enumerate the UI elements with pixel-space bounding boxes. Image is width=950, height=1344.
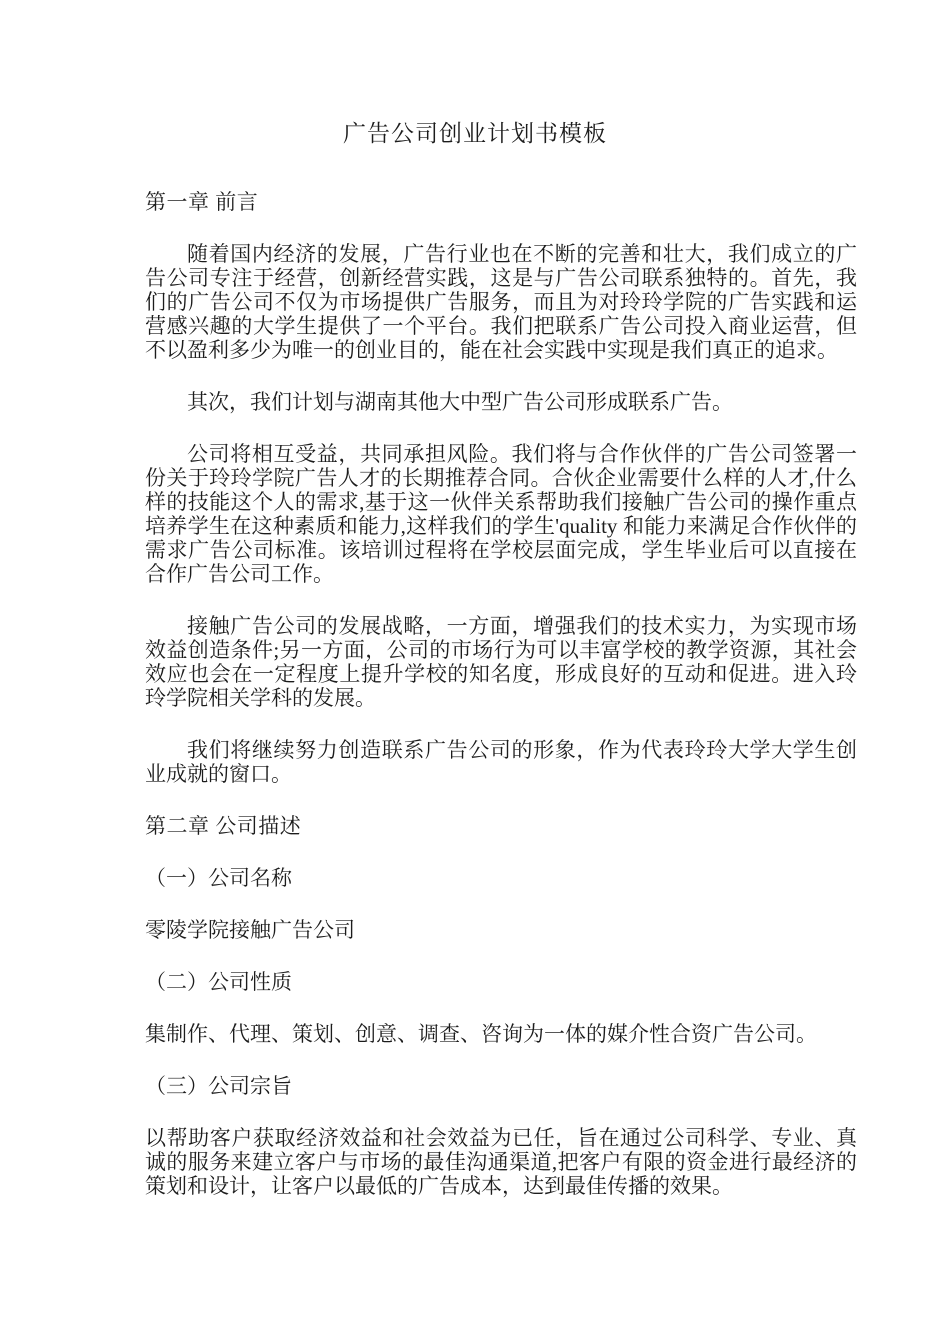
- chapter1-paragraph-1: 随着国内经济的发展，广告行业也在不断的完善和壮大，我们成立的广告公司专注于经营，创新经营实践，这是与广告公司联系独特的。首先，我们的广告公司不仅为市场提供广告服务，而且为对玲玲学院的广告实践和运营感兴趣的大学生提供了一个平台。我们把联系广告公司投入商业运营，但不以盈利多少为唯一的创业目的，能在社会实践中实现是我们真正的追求。: [145, 242, 857, 362]
- chapter1-paragraph-2: 其次，我们计划与湖南其他大中型广告公司形成联系广告。: [187, 390, 733, 414]
- chapter2-item2-label: （二）公司性质: [145, 970, 292, 994]
- company-mission: 以帮助客户获取经济效益和社会效益为已任，旨在通过公司科学、专业、真诚的服务来建立客户与市场的最佳沟通渠道,把客户有限的资金进行最经济的策划和设计，让客户以最低的广告成本，达到最佳传播的效果。: [145, 1126, 857, 1198]
- chapter1-paragraph-3: 公司将相互受益，共同承担风险。我们将与合作伙伴的广告公司签署一份关于玲玲学院广告人才的长期推荐合同。合伙企业需要什么样的人才,什么样的技能这个人的需求,基于这一伙伴关系帮助我们接触广告公司的操作重点培养学生在这种素质和能力,这样我们的学生'quality 和能力来满足合作伙伴的需求广告公司标准。该培训过程将在学校层面完成，学生毕业后可以直接在合作广告公司工作。: [145, 442, 857, 586]
- chapter2-item3-label: （三）公司宗旨: [145, 1074, 292, 1098]
- chapter2-heading: 第二章 公司描述: [145, 814, 302, 838]
- chapter2-item1-label: （一）公司名称: [145, 866, 292, 890]
- company-name: 零陵学院接触广告公司: [145, 918, 355, 942]
- chapter1-heading: 第一章 前言: [145, 190, 259, 214]
- page-title: 广告公司创业计划书模板: [343, 121, 607, 146]
- chapter1-paragraph-4: 接触广告公司的发展战略，一方面，增强我们的技术实力，为实现市场效益创造条件;另一方面，公司的市场行为可以丰富学校的教学资源，其社会效应也会在一定程度上提升学校的知名度，形成良好的互动和促进。进入玲玲学院相关学科的发展。: [145, 614, 857, 710]
- company-nature: 集制作、代理、策划、创意、调查、咨询为一体的媒介性合资广告公司。: [145, 1022, 817, 1046]
- chapter1-paragraph-5: 我们将继续努力创造联系广告公司的形象，作为代表玲玲大学大学生创业成就的窗口。: [145, 738, 857, 786]
